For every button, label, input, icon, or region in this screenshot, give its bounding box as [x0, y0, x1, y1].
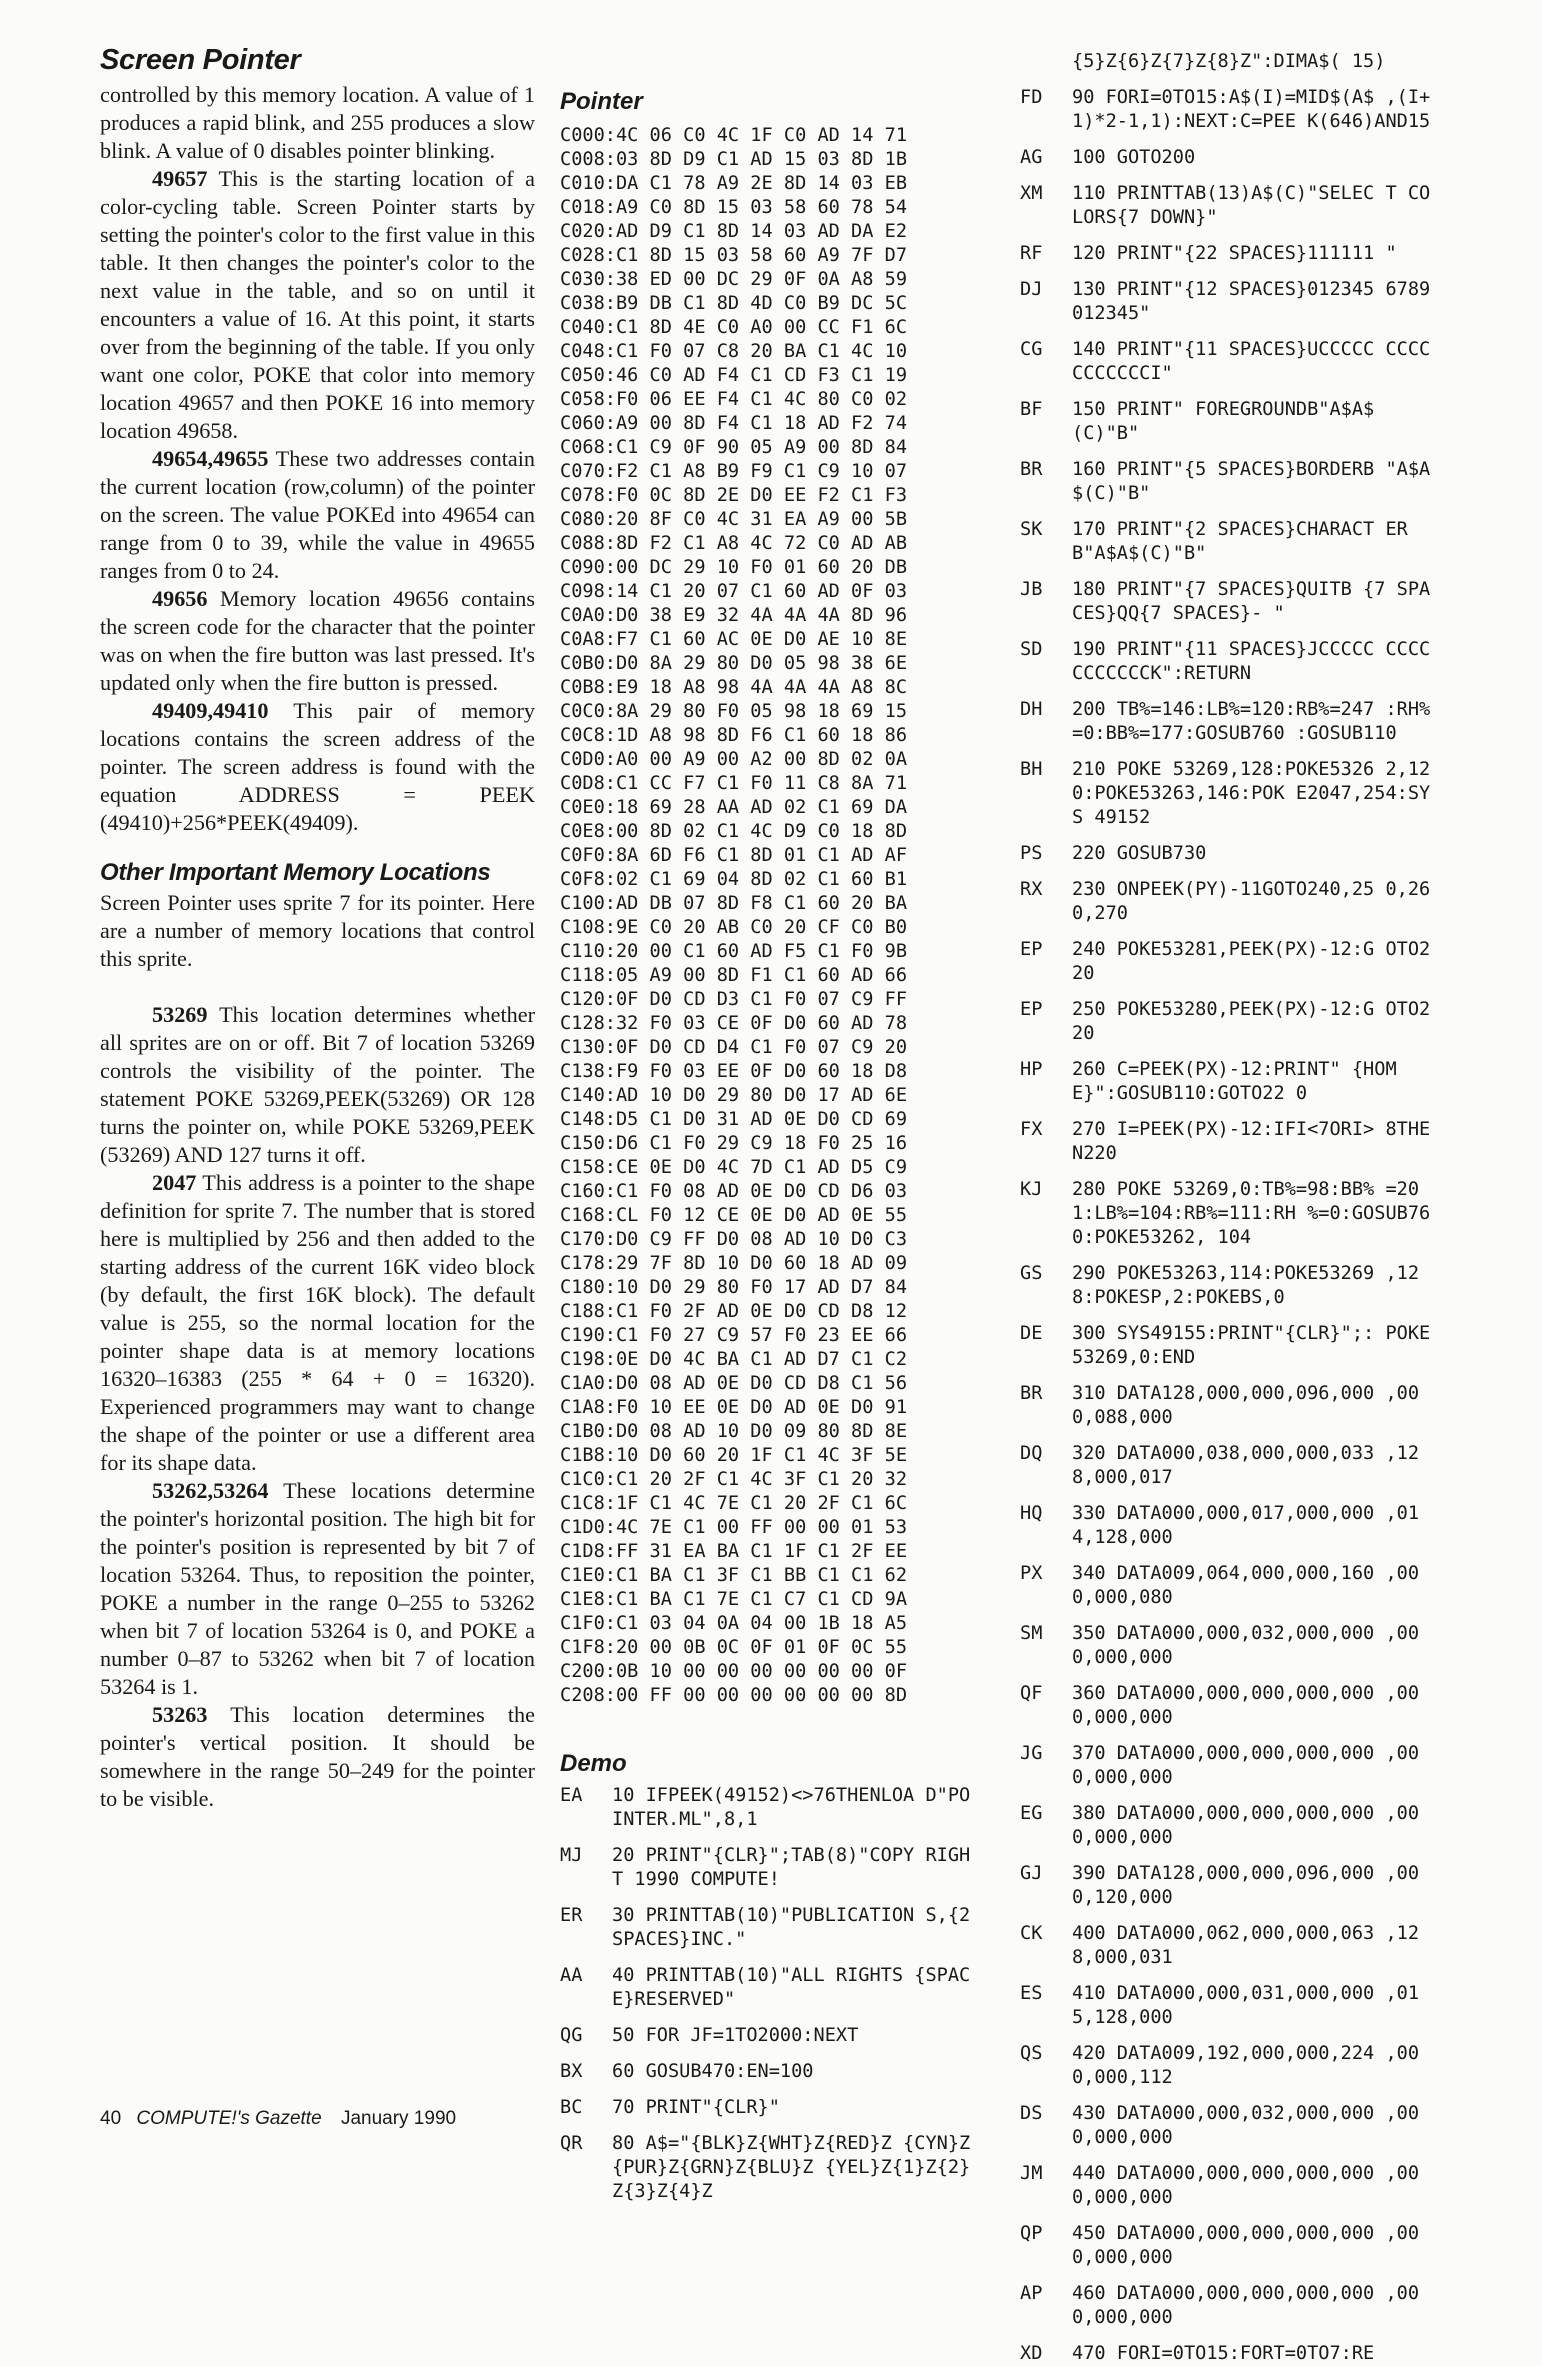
basic-code: 170 PRINT"{2 SPACES}CHARACT ERB"A$A$(C)"B": [1072, 519, 1408, 564]
basic-listing-line: [560, 2132, 1005, 2204]
hex-listing-line: C158:CE 0E D0 4C 7D C1 AD D5 C9: [560, 1157, 908, 1178]
basic-listing-line: [1020, 1118, 1450, 1166]
listing-column: [560, 88, 1005, 2204]
checksum: DE: [1020, 1323, 1043, 1344]
basic-listing-line: [1020, 1742, 1450, 1790]
basic-listing-line: [1020, 1802, 1450, 1850]
basic-listing-line: [560, 1844, 1005, 1892]
checksum: GS: [1020, 1263, 1043, 1284]
checksum: ER: [560, 1905, 583, 1926]
basic-code: 290 POKE53263,114:POKE53269 ,128:POKESP,2:POKEBS,0: [1072, 1263, 1420, 1308]
basic-code: 420 DATA009,192,000,000,224 ,000,000,112: [1072, 2043, 1420, 2088]
basic-listing-line: [1020, 458, 1450, 506]
basic-code: 350 DATA000,000,032,000,000 ,000,000,000: [1072, 1623, 1420, 1668]
hex-listing-line: C0D8:C1 CC F7 C1 F0 11 C8 8A 71: [560, 773, 908, 794]
basic-code: 430 DATA000,000,032,000,000 ,000,000,000: [1072, 2103, 1420, 2148]
basic-listing-line: [1020, 182, 1450, 230]
basic-code: 250 POKE53280,PEEK(PX)-12:G OTO220: [1072, 999, 1431, 1044]
checksum: ES: [1020, 1983, 1043, 2004]
hex-listing-line: C0E0:18 69 28 AA AD 02 C1 69 DA: [560, 797, 908, 818]
hex-listing-line: C010:DA C1 78 A9 2E 8D 14 03 EB: [560, 173, 908, 194]
checksum: EA: [560, 1785, 583, 1806]
hex-listing-line: C1E0:C1 BA C1 3F C1 BB C1 C1 62: [560, 1565, 908, 1586]
basic-listing-line: [1020, 2222, 1450, 2270]
hex-listing-line: C0A0:D0 38 E9 32 4A 4A 4A 8D 96: [560, 605, 908, 626]
hex-listing-line: C038:B9 DB C1 8D 4D C0 B9 DC 5C: [560, 293, 908, 314]
basic-code: 300 SYS49155:PRINT"{CLR}";: POKE53269,0:END: [1072, 1323, 1431, 1368]
checksum: XD: [1020, 2343, 1043, 2364]
hex-listing-line: C168:CL F0 12 CE 0E D0 AD 0E 55: [560, 1205, 908, 1226]
checksum: EG: [1020, 1803, 1043, 1824]
pointer-listing: [560, 124, 1005, 1708]
checksum: QP: [1020, 2223, 1043, 2244]
basic-code: 190 PRINT"{11 SPACES}JCCCCC CCCCCCCCCCCK":RETURN: [1072, 639, 1431, 684]
basic-listing-line: [1020, 1382, 1450, 1430]
hex-listing-line: C128:32 F0 03 CE 0F D0 60 AD 78: [560, 1013, 908, 1034]
basic-listing-line: [1020, 578, 1450, 626]
issue-date: January 1990: [340, 2108, 457, 2129]
hex-listing-line: C070:F2 C1 A8 B9 F9 C1 C9 10 07: [560, 461, 908, 482]
hex-listing-line: C190:C1 F0 27 C9 57 F0 23 EE 66: [560, 1325, 908, 1346]
basic-listing-line: [1020, 1922, 1450, 1970]
checksum: BX: [560, 2061, 583, 2082]
memory-address: 2047: [152, 1170, 197, 1195]
memory-address: 53269: [152, 1002, 208, 1027]
checksum: RF: [1020, 243, 1043, 264]
checksum: SM: [1020, 1623, 1043, 1644]
basic-code: 460 DATA000,000,000,000,000 ,000,000,000: [1072, 2283, 1420, 2328]
checksum: FD: [1020, 87, 1043, 108]
hex-listing-line: C1D8:FF 31 EA BA C1 1F C1 2F EE: [560, 1541, 908, 1562]
article-title: Screen Pointer: [100, 44, 301, 76]
checksum: BR: [1020, 459, 1043, 480]
hex-listing-line: C0D0:A0 00 A9 00 A2 00 8D 02 0A: [560, 749, 908, 770]
hex-listing-line: C040:C1 8D 4E C0 A0 00 CC F1 6C: [560, 317, 908, 338]
basic-code: 80 A$="{BLK}Z{WHT}Z{RED}Z {CYN}Z{PUR}Z{GRN}Z{BLU}Z {YEL}Z{1}Z{2}Z{3}Z{4}Z: [612, 2133, 971, 2202]
memory-address: 49409,49410: [152, 698, 269, 723]
hex-listing-line: C020:AD D9 C1 8D 14 03 AD DA E2: [560, 221, 908, 242]
hex-listing-line: C200:0B 10 00 00 00 00 00 00 0F: [560, 1661, 908, 1682]
basic-code: 400 DATA000,062,000,000,063 ,128,000,031: [1072, 1923, 1420, 1968]
hex-listing-line: C018:A9 C0 8D 15 03 58 60 78 54: [560, 197, 908, 218]
checksum: DH: [1020, 699, 1043, 720]
hex-listing-line: C1D0:4C 7E C1 00 FF 00 00 01 53: [560, 1517, 908, 1538]
demo-listing-title: Demo: [560, 1750, 627, 1777]
basic-listing-line: [560, 2024, 1005, 2048]
memory-location-paragraph: [100, 1001, 535, 1169]
checksum: [1020, 50, 1072, 74]
checksum: EP: [1020, 999, 1043, 1020]
basic-listing-line: [560, 1784, 1005, 1832]
checksum: DJ: [1020, 279, 1043, 300]
basic-listing-line: [1020, 518, 1450, 566]
basic-code: 320 DATA000,038,000,000,033 ,128,000,017: [1072, 1443, 1420, 1488]
hex-listing-line: C028:C1 8D 15 03 58 60 A9 7F D7: [560, 245, 908, 266]
checksum: JB: [1020, 579, 1043, 600]
hex-listing-line: C120:0F D0 CD D3 C1 F0 07 C9 FF: [560, 989, 908, 1010]
hex-listing-line: C140:AD 10 D0 29 80 D0 17 AD 6E: [560, 1085, 908, 1106]
memory-description: This address is a pointer to the shape definition for sprite 7. The number that is stored here is multiplied by 256 and then added to the starting address of the current 16K video block (by default, the first 16K block). The default value is 255, so the normal location for the pointer shape data is at memory locations 16320–16383 (255 * 64 + 0 = 16320). Experienced programmers may want to change the shape of the pointer or use a different area for its shape data.: [100, 1170, 535, 1475]
hex-listing-line: C130:0F D0 CD D4 C1 F0 07 C9 20: [560, 1037, 908, 1058]
basic-code: 280 POKE 53269,0:TB%=98:BB% =201:LB%=104:RB%=111:RH %=0:GOSUB760:POKE53262, 104: [1072, 1179, 1431, 1248]
basic-listing-line: [1020, 1322, 1450, 1370]
checksum: DQ: [1020, 1443, 1043, 1464]
basic-listing-line: [1020, 146, 1450, 170]
demo-listing-continued: [1020, 50, 1450, 2366]
checksum: BC: [560, 2097, 583, 2118]
memory-items-a: [100, 165, 535, 837]
hex-listing-line: C150:D6 C1 F0 29 C9 18 F0 25 16: [560, 1133, 908, 1154]
basic-code: 230 ONPEEK(PY)-11GOTO240,25 0,260,270: [1072, 879, 1431, 924]
hex-listing-line: C1B8:10 D0 60 20 1F C1 4C 3F 5E: [560, 1445, 908, 1466]
checksum: SD: [1020, 639, 1043, 660]
listing-continued-column: [1020, 50, 1450, 2366]
basic-code: 260 C=PEEK(PX)-12:PRINT" {HOME}":GOSUB110:GOTO22 0: [1072, 1059, 1397, 1104]
basic-code: 70 PRINT"{CLR}": [612, 2097, 780, 2118]
hex-listing-line: C198:0E D0 4C BA C1 AD D7 C1 C2: [560, 1349, 908, 1370]
basic-listing-line: [1020, 2042, 1450, 2090]
basic-code: 110 PRINTTAB(13)A$(C)"SELEC T COLORS{7 DOWN}": [1072, 183, 1431, 228]
basic-listing-line: [1020, 2282, 1450, 2330]
basic-code: 150 PRINT" FOREGROUNDB"A$A$ (C)"B": [1072, 399, 1386, 444]
basic-listing-line: [1020, 878, 1450, 926]
basic-listing-line: [1020, 758, 1450, 830]
basic-code: 50 FOR JF=1TO2000:NEXT: [612, 2025, 859, 2046]
basic-listing-line: [1020, 2162, 1450, 2210]
hex-listing-line: C110:20 00 C1 60 AD F5 C1 F0 9B: [560, 941, 908, 962]
hex-listing-line: C1A0:D0 08 AD 0E D0 CD D8 C1 56: [560, 1373, 908, 1394]
pointer-listing-title: Pointer: [560, 88, 643, 115]
basic-code: 330 DATA000,000,017,000,000 ,014,128,000: [1072, 1503, 1420, 1548]
memory-location-paragraph: [100, 1169, 535, 1477]
basic-listing-line: [1020, 278, 1450, 326]
hex-listing-line: C080:20 8F C0 4C 31 EA A9 00 5B: [560, 509, 908, 530]
hex-listing-line: C0B8:E9 18 A8 98 4A 4A 4A A8 8C: [560, 677, 908, 698]
hex-listing-line: C078:F0 0C 8D 2E D0 EE F2 C1 F3: [560, 485, 908, 506]
hex-listing-line: C188:C1 F0 2F AD 0E D0 CD D8 12: [560, 1301, 908, 1322]
checksum: AP: [1020, 2283, 1043, 2304]
checksum: EP: [1020, 939, 1043, 960]
memory-address: 49657: [152, 166, 208, 191]
basic-code: 310 DATA128,000,000,096,000 ,000,088,000: [1072, 1383, 1420, 1428]
basic-code: 40 PRINTTAB(10)"ALL RIGHTS {SPACE}RESERVED": [612, 1965, 971, 2010]
basic-code: 20 PRINT"{CLR}";TAB(8)"COPY RIGHT 1990 COMPUTE!: [612, 1845, 971, 1890]
basic-listing-line: [560, 1964, 1005, 2012]
hex-listing-line: C1F0:C1 03 04 0A 04 00 1B 18 A5: [560, 1613, 908, 1634]
memory-location-paragraph: [100, 697, 535, 837]
sub-intro: Screen Pointer uses sprite 7 for its pointer. Here are a number of memory locations that control this sprite.: [100, 890, 535, 971]
hex-listing-line: C208:00 FF 00 00 00 00 00 00 8D: [560, 1685, 908, 1706]
memory-address: 53263: [152, 1702, 208, 1727]
checksum: JM: [1020, 2163, 1043, 2184]
hex-listing-line: C1E8:C1 BA C1 7E C1 C7 C1 CD 9A: [560, 1589, 908, 1610]
hex-listing-line: C170:D0 C9 FF D0 08 AD 10 D0 C3: [560, 1229, 908, 1250]
basic-code: 210 POKE 53269,128:POKE5326 2,120:POKE53263,146:POK E2047,254:SYS 49152: [1072, 759, 1431, 828]
basic-listing-line: [560, 1904, 1005, 1952]
checksum: XM: [1020, 183, 1043, 204]
magazine-name: COMPUTE!'s Gazette: [136, 2108, 322, 2129]
basic-listing-line: [1020, 638, 1450, 686]
basic-listing-line: [1020, 1562, 1450, 1610]
basic-code: 60 GOSUB470:EN=100: [612, 2061, 814, 2082]
memory-location-paragraph: [100, 1701, 535, 1813]
checksum: FX: [1020, 1119, 1043, 1140]
checksum: DS: [1020, 2103, 1043, 2124]
hex-listing-line: C008:03 8D D9 C1 AD 15 03 8D 1B: [560, 149, 908, 170]
intro-paragraphs: [100, 81, 535, 165]
checksum: BH: [1020, 759, 1043, 780]
memory-location-paragraph: [100, 1477, 535, 1701]
basic-code: 470 FORI=0TO15:FORT=0TO7:RE: [1072, 2343, 1375, 2364]
hex-listing-line: C1F8:20 00 0B 0C 0F 01 0F 0C 55: [560, 1637, 908, 1658]
basic-code: 100 GOTO200: [1072, 147, 1196, 168]
hex-listing-line: C178:29 7F 8D 10 D0 60 18 AD 09: [560, 1253, 908, 1274]
basic-code: 370 DATA000,000,000,000,000 ,000,000,000: [1072, 1743, 1420, 1788]
basic-listing-line: [1020, 338, 1450, 386]
hex-listing-line: C0A8:F7 C1 60 AC 0E D0 AE 10 8E: [560, 629, 908, 650]
basic-code: 90 FORI=0TO15:A$(I)=MID$(A$ ,(I+1)*2-1,1):NEXT:C=PEE K(646)AND15: [1072, 87, 1431, 132]
hex-listing-line: C0E8:00 8D 02 C1 4C D9 C0 18 8D: [560, 821, 908, 842]
basic-code: 140 PRINT"{11 SPACES}UCCCCC CCCCCCCCCCCI": [1072, 339, 1431, 384]
hex-listing-line: C000:4C 06 C0 4C 1F C0 AD 14 71: [560, 125, 908, 146]
basic-code: 130 PRINT"{12 SPACES}012345 6789012345": [1072, 279, 1431, 324]
memory-description: Memory location 49656 contains the screen code for the character that the pointer was on when the fire button was last pressed. It's updated only when the fire button is pressed.: [100, 586, 535, 695]
basic-listing-line: [1020, 1058, 1450, 1106]
hex-listing-line: C180:10 D0 29 80 F0 17 AD D7 84: [560, 1277, 908, 1298]
memory-location-paragraph: [100, 585, 535, 697]
checksum: AG: [1020, 147, 1043, 168]
hex-listing-line: C058:F0 06 EE F4 C1 4C 80 C0 02: [560, 389, 908, 410]
subheading: Other Important Memory Locations: [100, 859, 491, 886]
basic-listing-line: [1020, 842, 1450, 866]
memory-items-b: [100, 1001, 535, 1813]
basic-listing-line: [1020, 1262, 1450, 1310]
basic-listing-line: [1020, 1982, 1450, 2030]
hex-listing-line: C0B0:D0 8A 29 80 D0 05 98 38 6E: [560, 653, 908, 674]
memory-description: These two addresses contain the current location (row,column) of the pointer on the screen. The value POKEd into 49654 can range from 0 to 39, while the value in 49655 ranges from 0 to 24.: [100, 446, 535, 583]
page-number: 40: [100, 2108, 122, 2129]
basic-code: 440 DATA000,000,000,000,000 ,000,000,000: [1072, 2163, 1420, 2208]
hex-listing-line: C1C8:1F C1 4C 7E C1 20 2F C1 6C: [560, 1493, 908, 1514]
basic-listing-line: [1020, 2342, 1450, 2366]
basic-listing-line: [560, 2096, 1005, 2120]
article-paragraph: controlled by this memory location. A value of 1 produces a rapid blink, and 255 produces a slow blink. A value of 0 disables pointer blinking.: [100, 82, 535, 163]
checksum: HP: [1020, 1059, 1043, 1080]
checksum: QR: [560, 2133, 583, 2154]
basic-listing-line: [1020, 86, 1450, 134]
article-column: [100, 44, 535, 1813]
basic-listing-line: [1020, 698, 1450, 746]
demo-listing: [560, 1784, 1005, 2204]
memory-address: 49656: [152, 586, 208, 611]
checksum: BF: [1020, 399, 1043, 420]
checksum: AA: [560, 1965, 583, 1986]
basic-code: 450 DATA000,000,000,000,000 ,000,000,000: [1072, 2223, 1420, 2268]
hex-listing-line: C030:38 ED 00 DC 29 0F 0A A8 59: [560, 269, 908, 290]
basic-code: 360 DATA000,000,000,000,000 ,000,000,000: [1072, 1683, 1420, 1728]
basic-listing-line: [1020, 50, 1450, 74]
basic-listing-line: [1020, 1622, 1450, 1670]
hex-listing-line: C0C0:8A 29 80 F0 05 98 18 69 15: [560, 701, 908, 722]
basic-listing-line: [1020, 1178, 1450, 1250]
hex-listing-line: C1C0:C1 20 2F C1 4C 3F C1 20 32: [560, 1469, 908, 1490]
checksum: SK: [1020, 519, 1043, 540]
basic-listing-line: [1020, 242, 1450, 266]
memory-description: These locations determine the pointer's horizontal position. The high bit for the pointer's position is represented by bit 7 of location 53264. Thus, to reposition the pointer, POKE a number in the range 0–255 to 53262 when bit 7 of location 53264 is 0, and POKE a number 0–87 to 53262 when bit 7 of location 53264 is 1.: [100, 1478, 535, 1699]
memory-location-paragraph: [100, 165, 535, 445]
basic-code: 390 DATA128,000,000,096,000 ,000,120,000: [1072, 1863, 1420, 1908]
hex-listing-line: C060:A9 00 8D F4 C1 18 AD F2 74: [560, 413, 908, 434]
basic-code: 200 TB%=146:LB%=120:RB%=247 :RH%=0:BB%=177:GOSUB760 :GOSUB110: [1072, 699, 1431, 744]
hex-listing-line: C1A8:F0 10 EE 0E D0 AD 0E D0 91: [560, 1397, 908, 1418]
basic-listing-line: [560, 2060, 1005, 2084]
basic-code: 30 PRINTTAB(10)"PUBLICATION S,{2 SPACES}INC.": [612, 1905, 982, 1950]
basic-code: 220 GOSUB730: [1072, 843, 1207, 864]
hex-listing-line: C0C8:1D A8 98 8D F6 C1 60 18 86: [560, 725, 908, 746]
hex-listing-line: C1B0:D0 08 AD 10 D0 09 80 8D 8E: [560, 1421, 908, 1442]
basic-listing-line: [1020, 1442, 1450, 1490]
basic-listing-line: [1020, 1502, 1450, 1550]
memory-address: 49654,49655: [152, 446, 269, 471]
basic-listing-line: [1020, 938, 1450, 986]
hex-listing-line: C138:F9 F0 03 EE 0F D0 60 18 D8: [560, 1061, 908, 1082]
basic-listing-line: [1020, 1862, 1450, 1910]
basic-code: 240 POKE53281,PEEK(PX)-12:G OTO220: [1072, 939, 1431, 984]
checksum: JG: [1020, 1743, 1043, 1764]
page-footer: [100, 2108, 456, 2130]
hex-listing-line: C160:C1 F0 08 AD 0E D0 CD D6 03: [560, 1181, 908, 1202]
hex-listing-line: C100:AD DB 07 8D F8 C1 60 20 BA: [560, 893, 908, 914]
checksum: BR: [1020, 1383, 1043, 1404]
memory-description: This location determines the pointer's vertical position. It should be somewhere in the range 50–249 for the pointer to be visible.: [100, 1702, 535, 1811]
memory-description: This location determines whether all sprites are on or off. Bit 7 of location 53269 controls the visibility of the pointer. The statement POKE 53269,PEEK(53269) OR 128 turns the pointer on, while POKE 53269,PEEK (53269) AND 127 turns it off.: [100, 1002, 535, 1167]
basic-code: {5}Z{6}Z{7}Z{8}Z":DIMA$( 15): [1072, 51, 1386, 72]
hex-listing-line: C088:8D F2 C1 A8 4C 72 C0 AD AB: [560, 533, 908, 554]
hex-listing-line: C118:05 A9 00 8D F1 C1 60 AD 66: [560, 965, 908, 986]
basic-code: 180 PRINT"{7 SPACES}QUITB {7 SPACES}QQ{7 SPACES}- ": [1072, 579, 1431, 624]
checksum: RX: [1020, 879, 1043, 900]
memory-description: This is the starting location of a color-cycling table. Screen Pointer starts by setting the pointer's color to the first value in this table. It then changes the pointer's color to the next value in the table, and so on until it encounters a value of 16. At this point, it starts over from the beginning of the table. If you only want one color, POKE that color into memory location 49657 and then POKE 16 into memory location 49658.: [100, 166, 535, 443]
checksum: HQ: [1020, 1503, 1043, 1524]
basic-code: 160 PRINT"{5 SPACES}BORDERB "A$A$(C)"B": [1072, 459, 1431, 504]
hex-listing-line: C050:46 C0 AD F4 C1 CD F3 C1 19: [560, 365, 908, 386]
hex-listing-line: C108:9E C0 20 AB C0 20 CF C0 B0: [560, 917, 908, 938]
basic-code: 380 DATA000,000,000,000,000 ,000,000,000: [1072, 1803, 1420, 1848]
checksum: PX: [1020, 1563, 1043, 1584]
basic-code: 410 DATA000,000,031,000,000 ,015,128,000: [1072, 1983, 1420, 2028]
hex-listing-line: C0F8:02 C1 69 04 8D 02 C1 60 B1: [560, 869, 908, 890]
checksum: QG: [560, 2025, 583, 2046]
checksum: PS: [1020, 843, 1043, 864]
hex-listing-line: C148:D5 C1 D0 31 AD 0E D0 CD 69: [560, 1109, 908, 1130]
basic-listing-line: [1020, 2102, 1450, 2150]
hex-listing-line: C068:C1 C9 0F 90 05 A9 00 8D 84: [560, 437, 908, 458]
memory-description: This pair of memory locations contains the screen address of the pointer. The screen address is found with the equation ADDRESS = PEEK (49410)+256*PEEK(49409).: [100, 698, 535, 835]
checksum: QS: [1020, 2043, 1043, 2064]
basic-code: 120 PRINT"{22 SPACES}111111 ": [1072, 243, 1397, 264]
basic-listing-line: [1020, 998, 1450, 1046]
hex-listing-line: C0F0:8A 6D F6 C1 8D 01 C1 AD AF: [560, 845, 908, 866]
basic-listing-line: [1020, 398, 1450, 446]
hex-listing-line: C090:00 DC 29 10 F0 01 60 20 DB: [560, 557, 908, 578]
checksum: MJ: [560, 1845, 583, 1866]
hex-listing-line: C048:C1 F0 07 C8 20 BA C1 4C 10: [560, 341, 908, 362]
checksum: CK: [1020, 1923, 1043, 1944]
checksum: KJ: [1020, 1179, 1043, 1200]
checksum: QF: [1020, 1683, 1043, 1704]
basic-code: 270 I=PEEK(PX)-12:IFI<7ORI> 8THEN220: [1072, 1119, 1431, 1164]
basic-code: 340 DATA009,064,000,000,160 ,000,000,080: [1072, 1563, 1420, 1608]
memory-address: 53262,53264: [152, 1478, 269, 1503]
checksum: CG: [1020, 339, 1043, 360]
hex-listing-line: C098:14 C1 20 07 C1 60 AD 0F 03: [560, 581, 908, 602]
memory-location-paragraph: [100, 445, 535, 585]
basic-code: 10 IFPEEK(49152)<>76THENLOA D"POINTER.ML",8,1: [612, 1785, 971, 1830]
checksum: GJ: [1020, 1863, 1043, 1884]
basic-listing-line: [1020, 1682, 1450, 1730]
